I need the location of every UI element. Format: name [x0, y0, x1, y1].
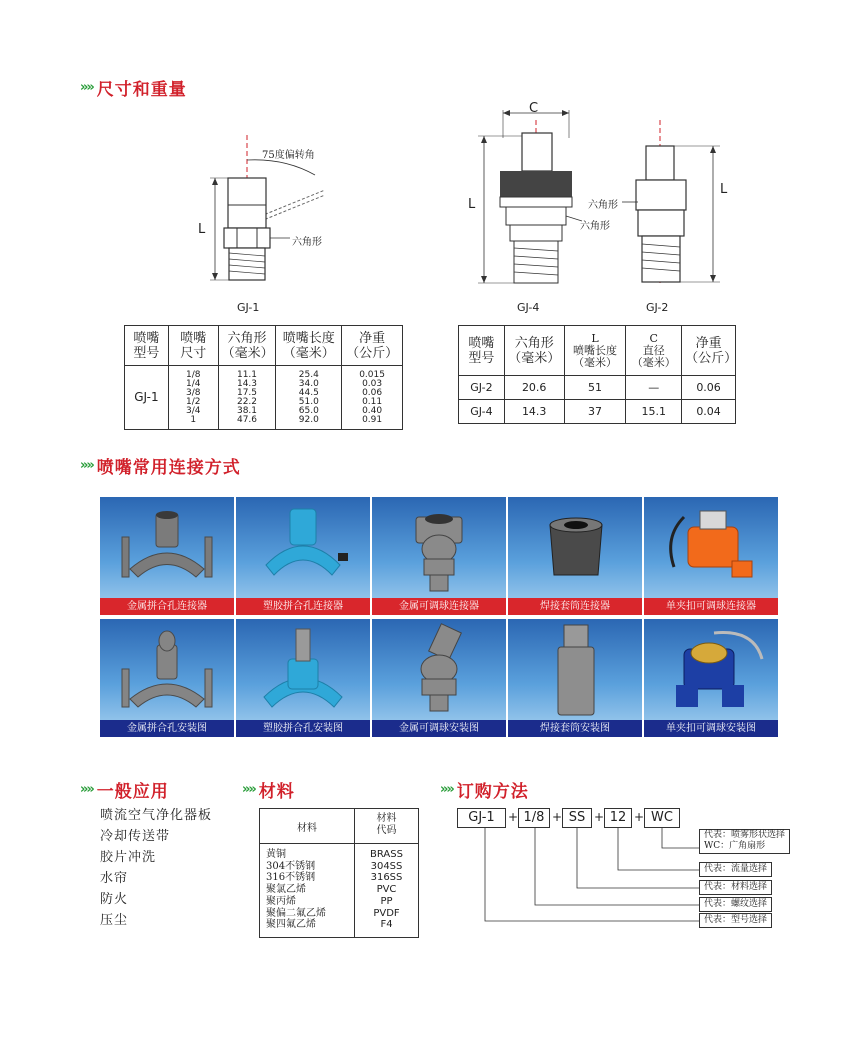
- connector-label: 金属可调球连接器: [372, 598, 506, 615]
- legend-model: 代表：型号选择: [699, 913, 772, 928]
- material-name: 316不锈钢: [266, 872, 316, 884]
- plus-sign: +: [552, 810, 563, 824]
- material-name: 聚丙烯: [266, 895, 296, 907]
- hex-label-gj2: 六角形: [588, 200, 618, 211]
- section-title-materials: »» 材料: [242, 782, 295, 802]
- gj1-spec-table: 喷嘴 型号 喷嘴 尺寸 六角形 （毫米） 喷嘴长度 （毫米） 净重 （公斤） GJ-1 1/8 1/4 3/8 1/2 3/4 1 11.1 14.3 17.5 22.2 38.1 47.6 25.4 34.0 44.5 51.0 65.0 92.0 0.015 0.03 0.06 0.11 0.40 0.91: [124, 325, 403, 430]
- usage-list: [100, 805, 212, 931]
- table-cell-value: 0.11: [362, 396, 383, 407]
- connector-photo: [644, 497, 778, 615]
- table-cell: [276, 366, 342, 430]
- table-cell: [218, 366, 276, 430]
- connector-photo: [372, 497, 506, 615]
- legend-thread: 代表：螺纹选择: [699, 897, 772, 912]
- table-cell-value: 3/4: [185, 405, 201, 416]
- table-cell-value: 34.0: [298, 378, 319, 389]
- c-label: C: [529, 101, 539, 116]
- materials-header-left: 材料: [297, 823, 317, 834]
- table-cell-value: 0.015: [359, 369, 385, 380]
- table-cell-value: 51.0: [298, 396, 319, 407]
- installation-label: 单夹扣可调球安装图: [644, 720, 778, 737]
- angle-label: 75度偏转角: [262, 150, 315, 161]
- installation-label: 塑胶拼合孔安装图: [236, 720, 370, 737]
- ordering-connector-lines: [455, 826, 705, 926]
- connector-photo: [100, 497, 234, 615]
- material-code: F4: [380, 919, 393, 931]
- connector-photo: [508, 619, 642, 737]
- table-cell-value: 1/2: [185, 396, 201, 407]
- connector-label: 塑胶拼合孔连接器: [236, 598, 370, 615]
- connector-label: 焊接套筒连接器: [508, 598, 642, 615]
- list-item: 防火: [100, 892, 129, 907]
- legend-material: 代表：材料选择: [699, 880, 772, 895]
- gj2-caption: GJ-2: [646, 301, 669, 314]
- connector-photo: [508, 497, 642, 615]
- installation-label: 金属拼合孔安装图: [100, 720, 234, 737]
- table-cell: [168, 366, 218, 430]
- table-cell-value: 47.6: [236, 414, 258, 425]
- connector-photo: [236, 619, 370, 737]
- legend-spray: 代表：喷雾形状选择 WC：广角扇形: [699, 829, 790, 854]
- table-cell-value: 25.4: [298, 369, 319, 380]
- gj2-gj4-spec-table: 喷嘴 型号 六角形 （毫米） L 喷嘴长度 （毫米） C 直径 （毫米） 净重 （公斤） GJ-2 20.6 51 — 0.06 GJ-4 14.3 37 15.1 0.04: [458, 325, 736, 424]
- connector-photo: [644, 619, 778, 737]
- material-code: 316SS: [370, 872, 403, 884]
- material-code: BRASS: [370, 849, 403, 860]
- table-cell-value: 44.5: [298, 387, 319, 398]
- table-cell: [342, 366, 403, 430]
- material-code: PP: [380, 895, 393, 907]
- material-name: 聚四氟乙烯: [266, 919, 316, 931]
- table-cell-value: 0.40: [362, 405, 383, 416]
- table-row: GJ-2 20.6 51 — 0.06: [459, 376, 736, 400]
- list-item: 冷却传送带: [100, 829, 171, 844]
- list-item: 压尘: [100, 913, 129, 928]
- table-cell-value: 38.1: [236, 405, 258, 416]
- table-cell-value: 0.03: [362, 378, 383, 389]
- material-code: 304SS: [370, 860, 403, 872]
- plus-sign: +: [594, 810, 605, 824]
- gj1-caption: GJ-1: [237, 301, 260, 314]
- table-cell-value: 0.06: [362, 387, 383, 398]
- table-cell-value: 22.2: [236, 396, 258, 407]
- table-cell-value: 65.0: [298, 405, 319, 416]
- order-code-model: GJ-1: [457, 808, 506, 828]
- list-item: 喷流空气净化器板: [100, 808, 213, 823]
- connector-label: 单夹扣可调球连接器: [644, 598, 778, 615]
- material-name: 聚偏二氟乙烯: [266, 907, 326, 919]
- order-code-thread: 1/8: [518, 808, 550, 828]
- order-code-flow: 12: [604, 808, 632, 828]
- table-cell: GJ-1: [125, 366, 169, 430]
- table-cell-value: 1: [190, 414, 197, 425]
- table-cell-value: 17.5: [236, 387, 258, 398]
- chevron-icon: »»: [80, 80, 93, 95]
- installation-label: 焊接套筒安装图: [508, 720, 642, 737]
- chevron-icon: »»: [242, 782, 255, 797]
- installation-label: 金属可调球安装图: [372, 720, 506, 737]
- connector-photo: [236, 497, 370, 615]
- table-cell-value: 11.1: [236, 369, 258, 380]
- legend-flow: 代表：流量选择: [699, 862, 772, 877]
- order-code-material: SS: [562, 808, 592, 828]
- chevron-icon: »»: [80, 458, 93, 473]
- table-cell-value: 1/4: [185, 378, 201, 389]
- materials-header-right: 材料 代码: [376, 813, 397, 836]
- table-cell-value: 0.91: [362, 414, 383, 425]
- gj4-caption: GJ-4: [517, 301, 540, 314]
- chevron-icon: »»: [80, 782, 93, 797]
- plus-sign: +: [634, 810, 645, 824]
- materials-table: [259, 808, 419, 938]
- materials-names: [266, 849, 326, 931]
- order-code-spray: WC: [644, 808, 680, 828]
- list-item: 水帘: [100, 871, 129, 886]
- material-name: 304不锈钢: [266, 860, 316, 872]
- list-item: 胶片冲洗: [100, 850, 157, 865]
- hex-label-gj4: 六角形: [580, 221, 610, 232]
- table-cell-value: 1/8: [185, 369, 201, 380]
- chevron-icon: »»: [440, 782, 453, 797]
- l-label-gj1: L: [198, 222, 206, 237]
- material-name: 聚氯乙烯: [266, 884, 306, 896]
- section-title-connections: »» 喷嘴常用连接方式: [80, 458, 241, 478]
- section-title-dimensions: »» 尺寸和重量: [80, 80, 187, 100]
- l-label-gj2: L: [720, 182, 728, 197]
- plus-sign: +: [508, 810, 519, 824]
- connector-photo-grid: [100, 497, 778, 741]
- hex-label-gj1: 六角形: [292, 237, 322, 248]
- materials-codes: [355, 849, 418, 931]
- connector-photo: [100, 619, 234, 737]
- table-row: GJ-4 14.3 37 15.1 0.04: [459, 400, 736, 424]
- table-cell-value: 14.3: [236, 378, 258, 389]
- material-code: PVDF: [373, 907, 400, 919]
- table-cell-value: 92.0: [298, 414, 319, 425]
- section-title-usage: »» 一般应用: [80, 782, 169, 802]
- l-label-gj4: L: [468, 197, 476, 212]
- table-cell-value: 3/8: [185, 387, 201, 398]
- connector-photo: [372, 619, 506, 737]
- material-name: 黄铜: [266, 849, 286, 860]
- material-code: PVC: [376, 884, 397, 896]
- connector-label: 金属拼合孔连接器: [100, 598, 234, 615]
- section-title-ordering: »» 订购方法: [440, 782, 529, 802]
